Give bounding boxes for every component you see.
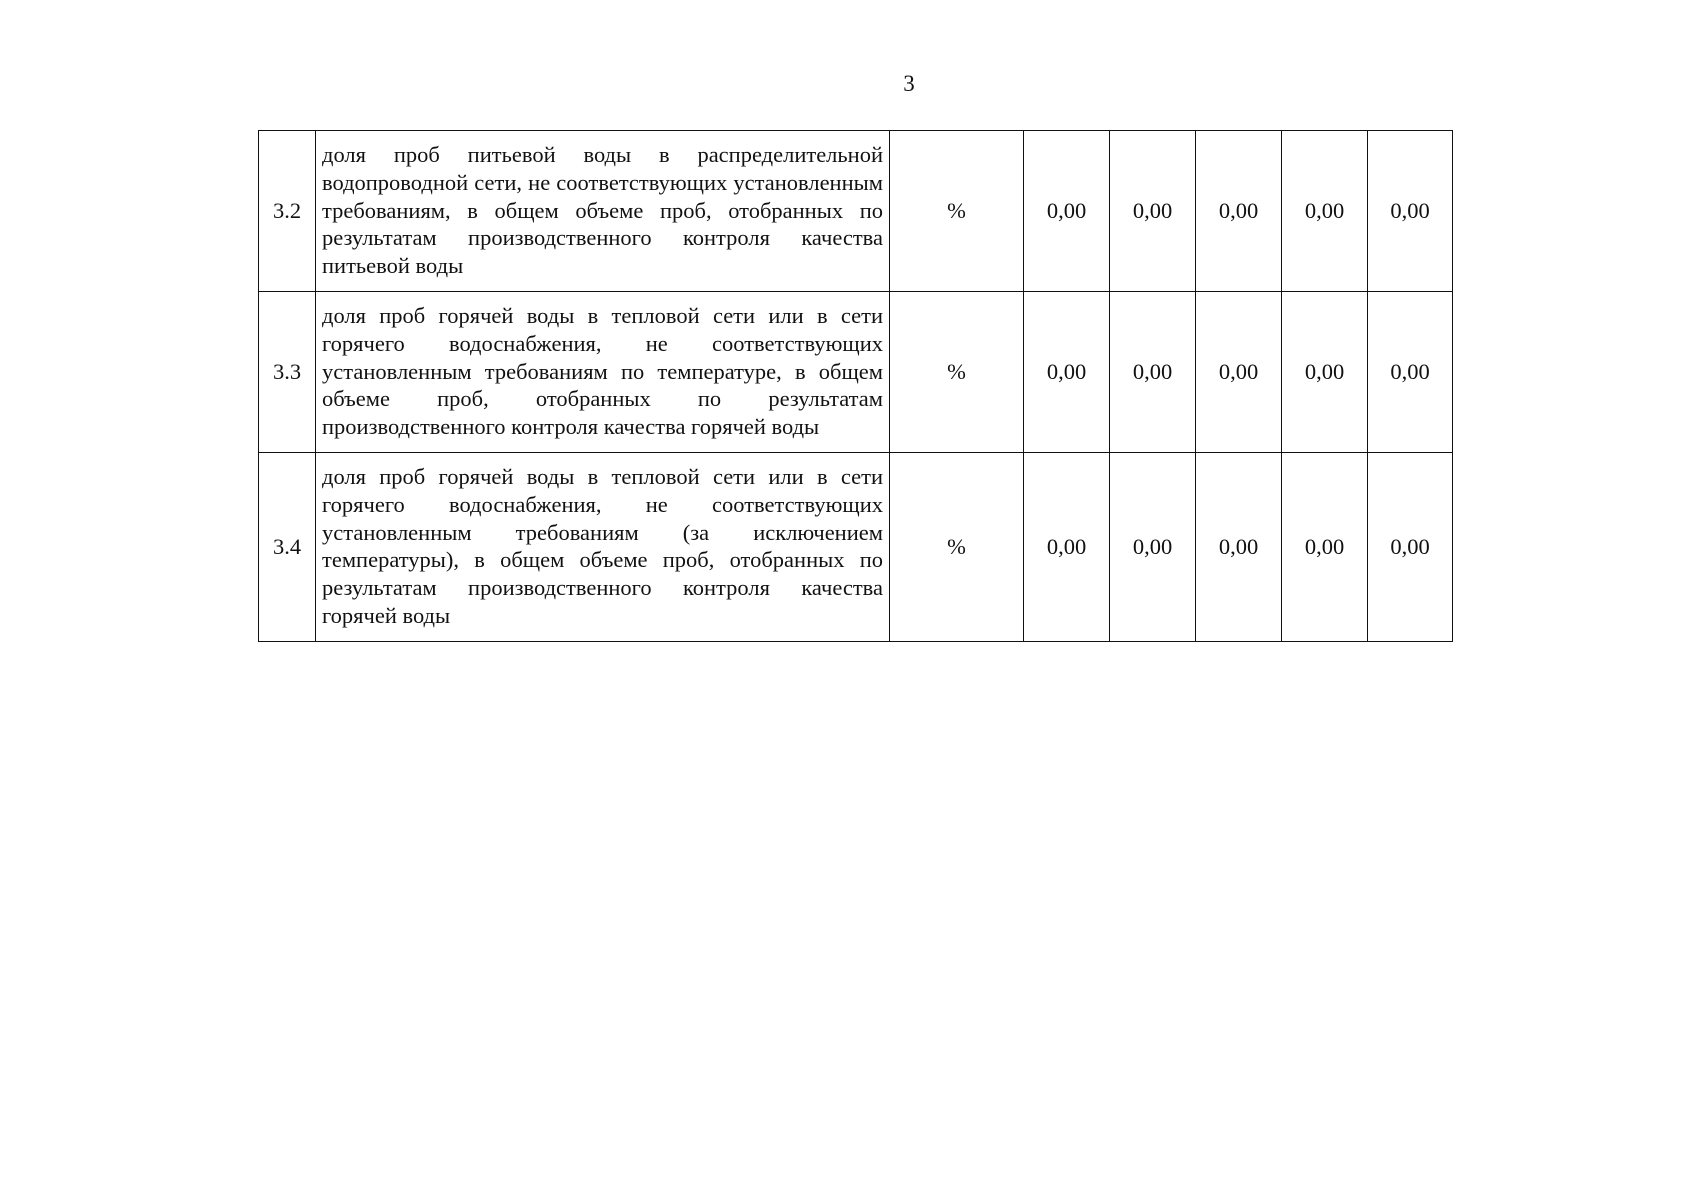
row-value: 0,00 (1368, 292, 1453, 453)
table-row (259, 131, 1453, 292)
row-value: 0,00 (1368, 131, 1453, 292)
table-row (259, 292, 1453, 453)
indicators-table (258, 130, 1453, 642)
row-value: 0,00 (1024, 453, 1110, 642)
row-description: доля проб горячей воды в тепловой сети или в сети горячего водоснабжения, не соответствующих установленным требованиям по температуре, в общем объеме проб, отобранных по результатам производственного контроля качества горячей воды (316, 292, 890, 453)
row-unit: % (890, 453, 1024, 642)
table-row (259, 453, 1453, 642)
row-value: 0,00 (1110, 453, 1196, 642)
row-number: 3.4 (259, 453, 316, 642)
page-number: 3 (903, 71, 915, 96)
row-unit: % (890, 292, 1024, 453)
row-description: доля проб горячей воды в тепловой сети или в сети горячего водоснабжения, не соответствующих установленным требованиям (за исключением температуры), в общем объеме проб, отобранных по результатам производственного контроля качества горячей воды (316, 453, 890, 642)
row-unit: % (890, 131, 1024, 292)
row-number: 3.2 (259, 131, 316, 292)
row-value: 0,00 (1110, 131, 1196, 292)
row-value: 0,00 (1196, 292, 1282, 453)
row-value: 0,00 (1024, 131, 1110, 292)
row-value: 0,00 (1024, 292, 1110, 453)
row-number: 3.3 (259, 292, 316, 453)
row-value: 0,00 (1110, 292, 1196, 453)
row-description: доля проб питьевой воды в распределительной водопроводной сети, не соответствующих установленным требованиям, в общем объеме проб, отобранных по результатам производственного контроля качества питьевой воды (316, 131, 890, 292)
row-value: 0,00 (1368, 453, 1453, 642)
row-value: 0,00 (1196, 131, 1282, 292)
row-value: 0,00 (1196, 453, 1282, 642)
row-value: 0,00 (1282, 292, 1368, 453)
row-value: 0,00 (1282, 131, 1368, 292)
row-value: 0,00 (1282, 453, 1368, 642)
